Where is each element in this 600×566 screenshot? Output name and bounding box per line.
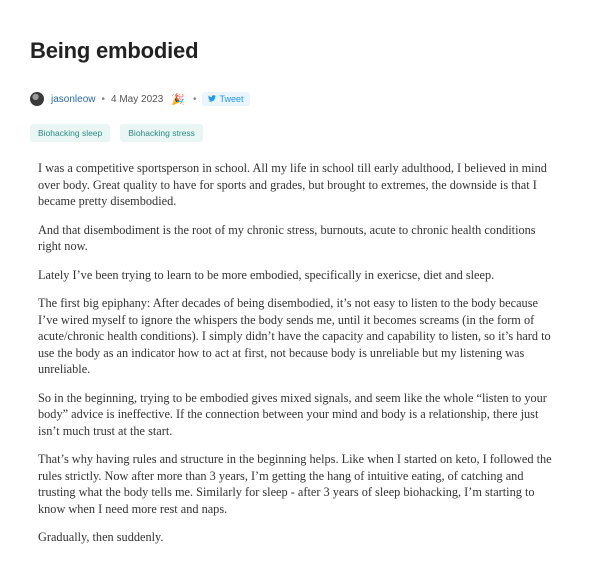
- tweet-label: Tweet: [219, 94, 244, 104]
- post-date: 4 May 2023: [111, 93, 164, 105]
- party-popper-icon[interactable]: 🎉: [171, 93, 185, 106]
- meta-separator: •: [192, 93, 197, 105]
- paragraph: I was a competitive sportsperson in school. All my life in school till early adulthood, I believed in mind over body. Great quality to have for sports and grades, but brought to extremes, the downside is that I became pretty disembodied.: [38, 161, 547, 208]
- post-title: Being embodied: [30, 38, 199, 63]
- paragraph: That’s why having rules and structure in the beginning helps. Like when I started on keto, I followed the rules strictly. Now after more than 3 years, I’m getting the hang of intuitive eating, of catching and trusting what the body tells me. Similarly for sleep - after 3 years of sleep biohacking, I’m starting to know when I need more rest and naps.: [38, 452, 552, 516]
- paragraph: Gradually, then suddenly.: [38, 530, 164, 544]
- paragraph: So in the beginning, trying to be embodied gives mixed signals, and seem like the whole “listen to your body” advice is ineffective. If the connection between your mind and body is a relationship, there just isn’t much trust at the start.: [38, 390, 547, 438]
- twitter-bird-icon: [208, 95, 216, 104]
- tag-list: [30, 124, 203, 142]
- paragraph: And that disembodiment is the root of my chronic stress, burnouts, acute to chronic health conditions right now.: [38, 222, 536, 253]
- paragraph: The first big epiphany: After decades of being disembodied, it’s not easy to listen to the body because I’ve wired myself to ignore the whispers the body sends me, until it becomes screams (in the form of acute/chronic health conditions). I simply didn’t have the capacity and capability to listen, so it’s hard to use the body as an indicator how to act at first, not because body is unreliable but my listening was unreliable.: [38, 296, 551, 376]
- author-link[interactable]: jasonleow: [51, 93, 96, 105]
- paragraph: Lately I’ve been trying to learn to be more embodied, specifically in exericse, diet and sleep.: [38, 267, 495, 282]
- post-body: [38, 160, 558, 558]
- author-avatar[interactable]: [30, 92, 44, 106]
- meta-separator: •: [101, 93, 105, 105]
- tag-biohacking-sleep[interactable]: Biohacking sleep: [30, 124, 110, 142]
- tag-biohacking-stress[interactable]: Biohacking stress: [120, 124, 203, 142]
- post-meta: [30, 90, 250, 108]
- tweet-button[interactable]: [202, 92, 249, 106]
